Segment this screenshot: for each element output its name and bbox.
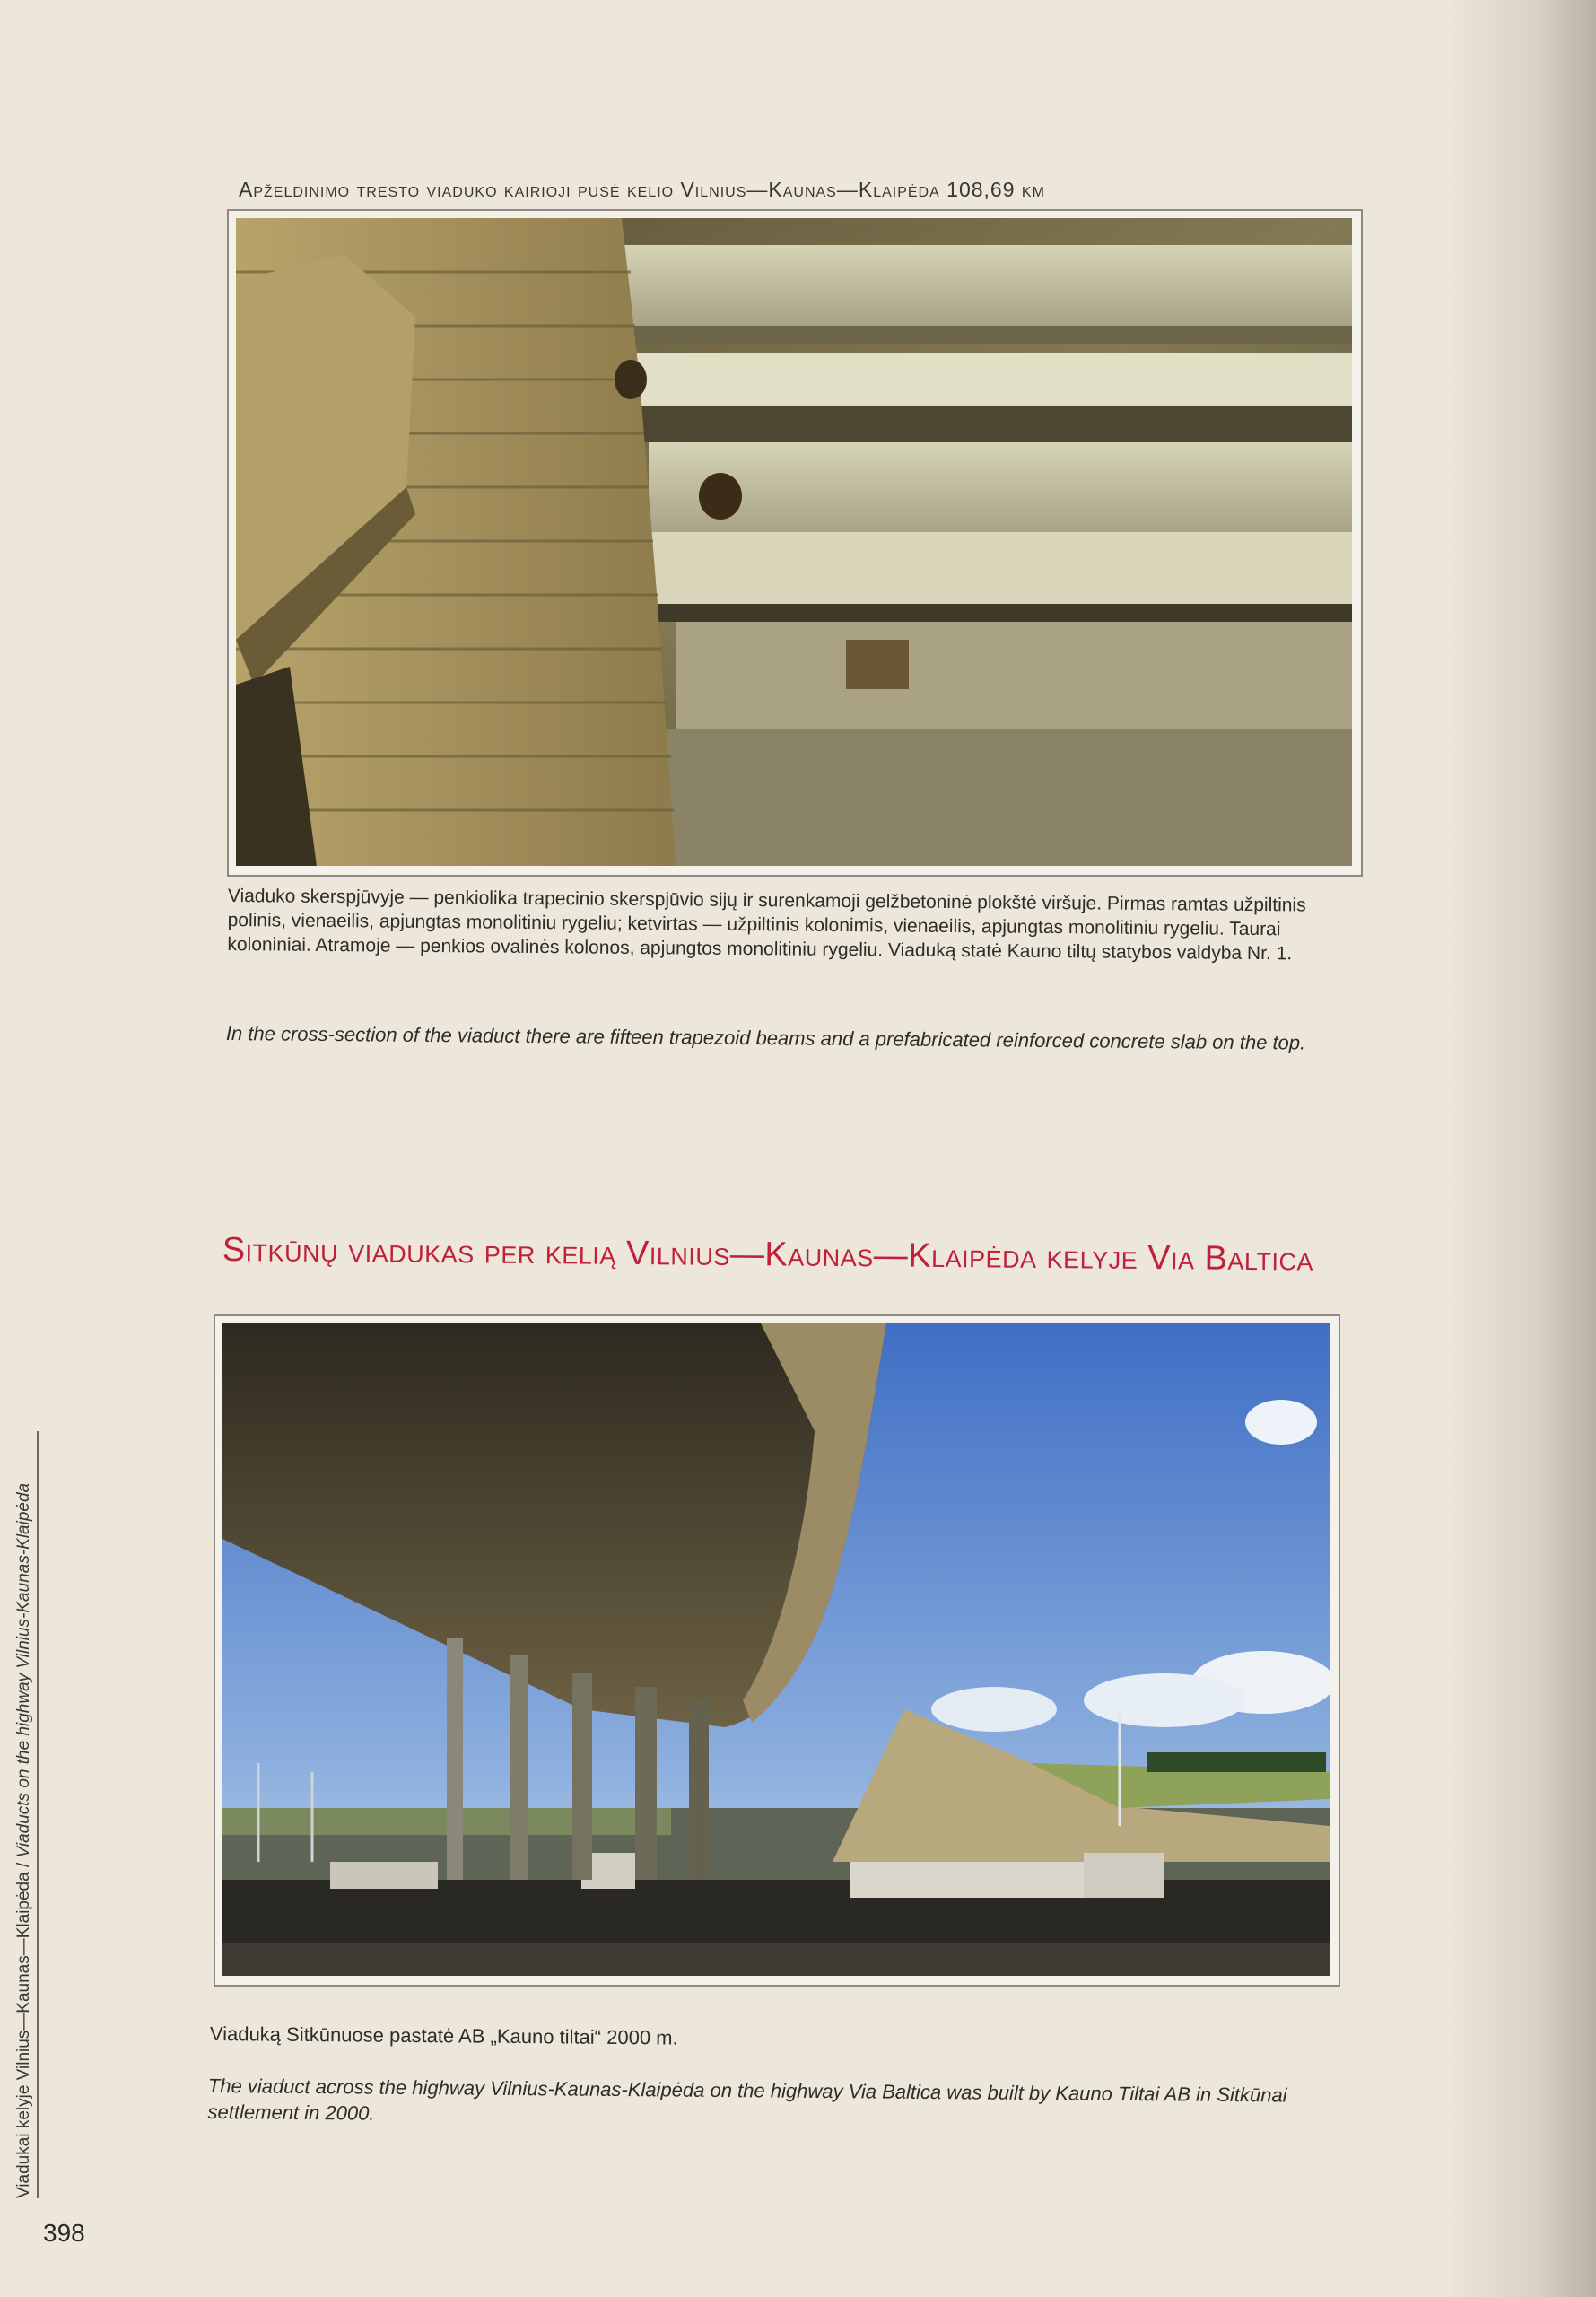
photo2-description-en — [207, 2073, 1374, 2135]
running-header-lt: Viadukai kelyje Vilnius—Kaunas—Klaipėda / — [14, 1857, 33, 2198]
running-header-vertical — [14, 1427, 34, 2198]
photo2-description-en-text: The viaduct across the highway Vilnius-Kaunas-Klaipėda on the highway Via Baltica was built by Kauno Tiltai AB in Sitkūnai settlement in 2000. — [207, 2074, 1287, 2125]
photo-frame-sitkunai-viaduct — [214, 1314, 1340, 1987]
photo-sitkunai-viaduct — [222, 1323, 1331, 1978]
running-header-en: Viaducts on the highway Vilnius-Kaunas-Klaipėda — [14, 1482, 33, 1858]
side-rule-divider — [37, 1431, 39, 2198]
photo-viaduct-underside — [236, 218, 1354, 868]
photo2-description-lt: Viaduką Sitkūnuose pastatė AB „Kauno tiltai“ 2000 m. — [209, 2022, 678, 2049]
section-title: Sitkūnų viadukas per kelią Vilnius—Kaunas—Klaipėda kelyje Via Baltica — [222, 1231, 1314, 1279]
page-edge-shadow — [1443, 0, 1596, 2297]
page-number: 398 — [43, 2219, 85, 2247]
photo-frame-viaduct-underside — [227, 209, 1363, 877]
top-photo-caption: Apželdinimo tresto viaduko kairioji pusė kelio Vilnius—Kaunas—Klaipėda 108,69 km — [239, 178, 1045, 201]
photo1-description-en: In the cross-section of the viaduct there are fifteen trapezoid beams and a prefabricated reinforced concrete slab on the top. — [225, 1022, 1306, 1054]
photo1-description-lt: Viaduko skerspjūvyje — penkiolika trapecinio skerspjūvio sijų ir surenkamoji gelžbetoninė plokštė viršuje. Pirmas ramtas užpiltinis polinis, vienaeilis, apjungtas monolitiniu rygeliu; ketvirtas — užpiltinis kolonimis, vienaeilis, apjungtas monolitiniu rygeliu. Taurai koloniniai. Atramoje — penkios ovalinės kolonos, apjungtos monolitiniu rygeliu. Viaduką statė Kauno tiltų statybos valdyba Nr. 1. — [227, 885, 1306, 965]
